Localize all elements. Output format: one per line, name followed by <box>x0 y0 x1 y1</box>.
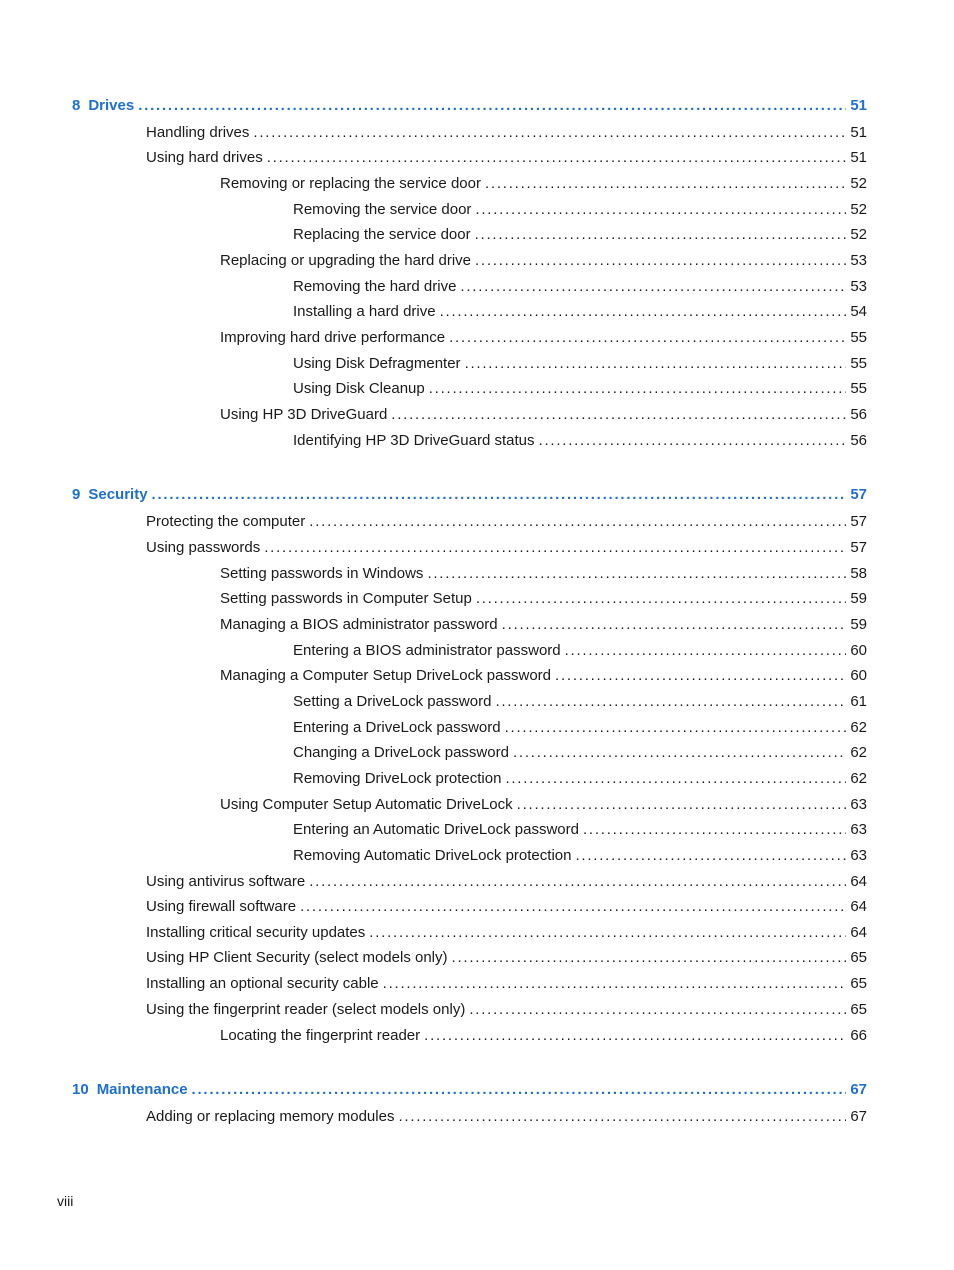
toc-title-text: Entering a DriveLock password <box>293 719 501 736</box>
toc-entry[interactable] <box>146 123 867 143</box>
toc-page-number: 61 <box>850 693 867 710</box>
toc-title-text: Installing a hard drive <box>293 303 436 320</box>
toc-entry-title <box>220 174 485 194</box>
toc-title-text: Changing a DriveLock password <box>293 744 509 761</box>
toc-entry-title <box>146 974 383 994</box>
dot-leader <box>440 302 847 322</box>
toc-page-number: 51 <box>850 97 867 114</box>
toc-entry-title <box>146 872 309 892</box>
toc-entry[interactable] <box>293 200 867 220</box>
toc-entry-title <box>146 923 369 943</box>
toc-entry-title <box>293 354 465 374</box>
dot-leader <box>505 769 846 789</box>
dot-leader <box>583 820 846 840</box>
toc-page-number: 63 <box>850 821 867 838</box>
toc-title-text: Removing DriveLock protection <box>293 770 502 787</box>
toc-entry[interactable] <box>293 302 867 322</box>
toc-entry[interactable] <box>146 538 867 558</box>
dot-leader <box>555 666 846 686</box>
toc-title-text: Using HP Client Security (select models only) <box>146 949 448 966</box>
toc-title-text: Using Computer Setup Automatic DriveLock <box>220 796 513 813</box>
toc-entry[interactable] <box>220 615 867 635</box>
toc-entry[interactable] <box>293 769 867 789</box>
toc-page-number: 53 <box>850 252 867 269</box>
dot-leader <box>152 485 847 505</box>
dot-leader <box>383 974 847 994</box>
toc-entry-title <box>146 538 264 558</box>
toc-entry-title <box>293 769 505 789</box>
toc-entry[interactable] <box>293 718 867 738</box>
toc-entry[interactable] <box>220 666 867 686</box>
toc-entry-title <box>293 743 513 763</box>
dot-leader <box>465 354 847 374</box>
toc-title-text: Handling drives <box>146 124 250 141</box>
toc-page-number: 66 <box>850 1027 867 1044</box>
toc-entry-title <box>220 589 476 609</box>
toc-title-text: Using the fingerprint reader (select models only) <box>146 1001 466 1018</box>
toc-page-number: 53 <box>850 278 867 295</box>
toc-page-number: 60 <box>850 642 867 659</box>
toc-page-number: 65 <box>850 949 867 966</box>
toc-chapter-entry[interactable] <box>72 96 867 116</box>
toc-entry[interactable] <box>220 328 867 348</box>
toc-page-number: 55 <box>850 355 867 372</box>
toc-entry-title <box>146 897 300 917</box>
dot-leader <box>495 692 846 712</box>
toc-entry[interactable] <box>293 846 867 866</box>
toc-page-number: 65 <box>850 975 867 992</box>
toc-page-number: 52 <box>850 175 867 192</box>
toc-title-text: Identifying HP 3D DriveGuard status <box>293 432 535 449</box>
page-number: viii <box>57 1193 74 1209</box>
toc-title-text: Removing the service door <box>293 201 472 218</box>
dot-leader <box>267 148 847 168</box>
toc-page-number: 64 <box>850 873 867 890</box>
toc-chapter-number: 8 <box>72 97 81 114</box>
toc-chapter-entry[interactable] <box>72 1080 867 1100</box>
toc-entry-title <box>293 431 539 451</box>
dot-leader <box>505 718 847 738</box>
toc-entry[interactable] <box>146 897 867 917</box>
toc-page-number: 54 <box>850 303 867 320</box>
dot-leader <box>369 923 846 943</box>
toc-page-number: 67 <box>850 1081 867 1098</box>
toc-entry-title <box>293 379 429 399</box>
toc-title-text: Setting a DriveLock password <box>293 693 492 710</box>
toc-title-text: Improving hard drive performance <box>220 329 446 346</box>
toc-page-number: 64 <box>850 898 867 915</box>
toc-entry-title <box>293 225 475 245</box>
toc-title-text: Using HP 3D DriveGuard <box>220 406 388 423</box>
dot-leader <box>300 897 846 917</box>
toc-entry[interactable] <box>293 379 867 399</box>
dot-leader <box>452 948 847 968</box>
toc-entry-title <box>293 718 505 738</box>
toc-entry-title <box>293 302 440 322</box>
toc-title-text: Entering an Automatic DriveLock password <box>293 821 579 838</box>
toc-entry-title <box>72 1080 192 1100</box>
toc-entry-title <box>220 1026 424 1046</box>
toc-title-text: Using Disk Defragmenter <box>293 355 461 372</box>
toc-entry[interactable] <box>293 820 867 840</box>
dot-leader <box>460 277 846 297</box>
toc-entry[interactable] <box>220 405 867 425</box>
toc-page-number: 67 <box>850 1108 867 1125</box>
dot-leader <box>513 743 846 763</box>
toc-entry-title <box>146 1000 469 1020</box>
dot-leader <box>475 251 846 271</box>
toc-entry-title <box>220 328 449 348</box>
toc-page-number: 59 <box>850 616 867 633</box>
dot-leader <box>309 512 846 532</box>
toc-title-text: Using hard drives <box>146 149 263 166</box>
dot-leader <box>575 846 846 866</box>
toc-entry-title <box>220 666 555 686</box>
toc-entry[interactable] <box>293 692 867 712</box>
toc-entry[interactable] <box>146 948 867 968</box>
toc-entry[interactable] <box>146 923 867 943</box>
toc-entry-title <box>220 251 475 271</box>
toc-entry-title <box>72 96 138 116</box>
toc-entry-title <box>220 615 502 635</box>
toc-entry[interactable] <box>293 225 867 245</box>
toc-page-number: 62 <box>850 744 867 761</box>
toc-page-number: 62 <box>850 770 867 787</box>
toc-entry-title <box>146 512 309 532</box>
dot-leader <box>475 225 847 245</box>
toc-entry-title <box>220 405 391 425</box>
toc-page-number: 64 <box>850 924 867 941</box>
toc-entry-title <box>293 846 575 866</box>
toc-entry[interactable] <box>146 148 867 168</box>
toc-title-text: Replacing the service door <box>293 226 471 243</box>
dot-leader <box>565 641 847 661</box>
toc-title-text: Using passwords <box>146 539 261 556</box>
dot-leader <box>475 200 846 220</box>
toc-entry-title <box>293 820 583 840</box>
toc-title-text: Removing or replacing the service door <box>220 175 481 192</box>
toc-title-text: Managing a Computer Setup DriveLock password <box>220 667 552 684</box>
dot-leader <box>391 405 846 425</box>
toc-page-number: 59 <box>850 590 867 607</box>
dot-leader <box>469 1000 846 1020</box>
toc-title-text: Replacing or upgrading the hard drive <box>220 252 471 269</box>
dot-leader <box>502 615 847 635</box>
toc-title-text: Removing Automatic DriveLock protection <box>293 847 572 864</box>
toc-entry[interactable] <box>220 251 867 271</box>
toc-title-text: Using Disk Cleanup <box>293 380 425 397</box>
toc-entry[interactable] <box>293 431 867 451</box>
toc-title-text: Using antivirus software <box>146 873 306 890</box>
toc-page-number: 51 <box>850 149 867 166</box>
dot-leader <box>309 872 846 892</box>
toc-page-number: 51 <box>850 124 867 141</box>
dot-leader <box>424 1026 846 1046</box>
toc-entry[interactable] <box>220 795 867 815</box>
toc-entry[interactable] <box>220 1026 867 1046</box>
toc-title-text: Setting passwords in Computer Setup <box>220 590 472 607</box>
toc-entry[interactable] <box>293 743 867 763</box>
toc-title-text: Managing a BIOS administrator password <box>220 616 498 633</box>
toc-title-text: Security <box>88 486 148 503</box>
toc-entry[interactable] <box>293 354 867 374</box>
toc-entry[interactable] <box>146 512 867 532</box>
toc-page-number: 58 <box>850 565 867 582</box>
toc-entry[interactable] <box>220 564 867 584</box>
toc-entry-title <box>146 948 452 968</box>
toc-entry-title <box>220 564 427 584</box>
dot-leader <box>476 589 847 609</box>
toc-title-text: Adding or replacing memory modules <box>146 1108 395 1125</box>
toc-title-text: Installing an optional security cable <box>146 975 379 992</box>
dot-leader <box>138 96 846 116</box>
toc-entry[interactable] <box>293 277 867 297</box>
toc-chapter-entry[interactable] <box>72 485 867 505</box>
toc-page-number: 55 <box>850 329 867 346</box>
toc-title-text: Entering a BIOS administrator password <box>293 642 561 659</box>
toc-page-number: 56 <box>850 432 867 449</box>
toc-entry[interactable] <box>220 174 867 194</box>
toc-title-text: Installing critical security updates <box>146 924 366 941</box>
toc-page-number: 65 <box>850 1001 867 1018</box>
dot-leader <box>192 1080 847 1100</box>
toc-page-number: 62 <box>850 719 867 736</box>
toc-entry-title <box>146 148 267 168</box>
toc-page-number: 52 <box>850 201 867 218</box>
toc-chapter-number: 10 <box>72 1081 89 1098</box>
toc-page-number: 55 <box>850 380 867 397</box>
toc-entry-title <box>293 200 475 220</box>
toc-page-number: 56 <box>850 406 867 423</box>
dot-leader <box>427 564 846 584</box>
toc-title-text: Maintenance <box>96 1081 188 1098</box>
dot-leader <box>539 431 847 451</box>
dot-leader <box>485 174 846 194</box>
dot-leader <box>449 328 846 348</box>
toc-title-text: Locating the fingerprint reader <box>220 1027 421 1044</box>
dot-leader <box>398 1107 846 1127</box>
toc-page-number: 57 <box>850 486 867 503</box>
toc-page-number: 60 <box>850 667 867 684</box>
toc-entry-title <box>72 485 152 505</box>
toc-entry-title <box>220 795 517 815</box>
toc-entry[interactable] <box>146 974 867 994</box>
toc-entry-title <box>146 1107 398 1127</box>
toc-title-text: Removing the hard drive <box>293 278 457 295</box>
toc-title-text: Drives <box>88 97 135 114</box>
toc-entry[interactable] <box>293 641 867 661</box>
dot-leader <box>253 123 846 143</box>
toc-chapter-number: 9 <box>72 486 81 503</box>
toc-entry-title <box>293 692 495 712</box>
toc-page-number: 63 <box>850 847 867 864</box>
toc-entry[interactable] <box>220 589 867 609</box>
toc-entry[interactable] <box>146 1107 867 1127</box>
toc-entry-title <box>293 277 460 297</box>
toc-entry-title <box>146 123 253 143</box>
toc-title-text: Protecting the computer <box>146 513 306 530</box>
toc-page-number: 63 <box>850 796 867 813</box>
toc-entry[interactable] <box>146 1000 867 1020</box>
toc-page-number: 52 <box>850 226 867 243</box>
toc-title-text: Setting passwords in Windows <box>220 565 424 582</box>
toc-page-number: 57 <box>850 513 867 530</box>
dot-leader <box>429 379 847 399</box>
toc-entry-title <box>293 641 565 661</box>
dot-leader <box>517 795 847 815</box>
toc-title-text: Using firewall software <box>146 898 297 915</box>
dot-leader <box>264 538 846 558</box>
toc-entry[interactable] <box>146 872 867 892</box>
toc-page-number: 57 <box>850 539 867 556</box>
